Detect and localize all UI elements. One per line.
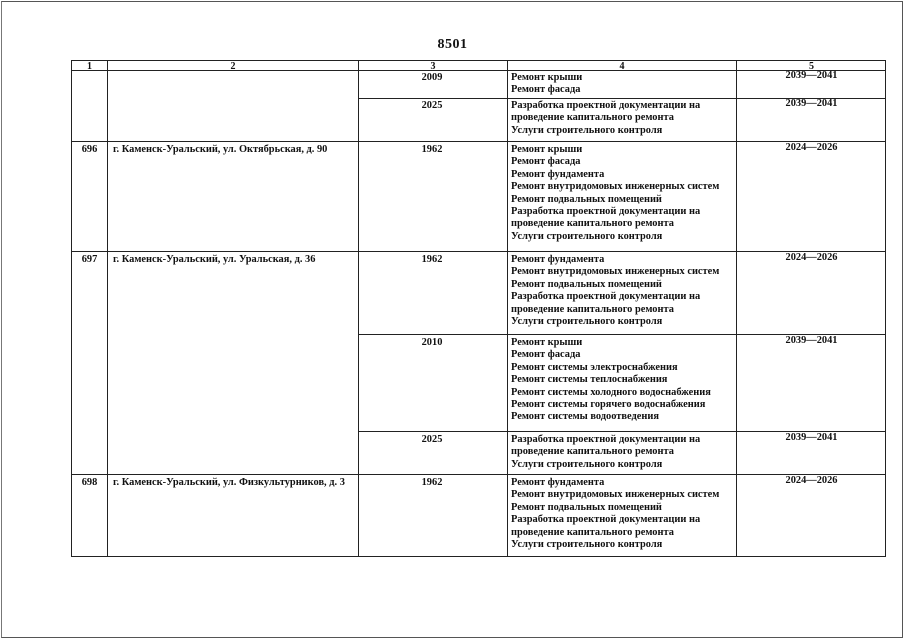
period-cell: 2039—2041 [785, 432, 838, 443]
period-cell: 2024—2026 [785, 142, 838, 153]
column-divider [507, 61, 508, 556]
year-cell: 1962 [421, 254, 443, 265]
works-cell: Ремонт крыши Ремонт фасада Ремонт фундамента Ремонт внутридомовых инженерных систем Ремонт подвальных помещений Разработка проектной документации на проведение капитального ремонта Услуги строительного контроля [511, 144, 720, 242]
period-cell: 2039—2041 [785, 98, 838, 109]
works-cell: Ремонт крыши Ремонт фасада [511, 72, 583, 96]
period-cell: 2039—2041 [785, 70, 838, 81]
row-number: 697 [81, 254, 98, 265]
works-cell: Ремонт крыши Ремонт фасада Ремонт системы электроснабжения Ремонт системы теплоснабжения Ремонт системы холодного водоснабжения Ремонт системы горячего водоснабжения Ремонт системы водоотведения [511, 337, 711, 423]
capital-repair-table [71, 60, 886, 557]
period-cell: 2039—2041 [785, 335, 838, 346]
header-col-1: 1 [87, 61, 92, 72]
address-cell: г. Каменск-Уральский, ул. Уральская, д. 36 [113, 254, 316, 265]
works-cell: Разработка проектной документации на проведение капитального ремонта Услуги строительного контроля [511, 100, 701, 136]
row-number: 696 [81, 144, 98, 155]
header-col-2: 2 [230, 61, 236, 72]
year-cell: 2010 [421, 337, 443, 348]
year-cell: 2025 [421, 434, 443, 445]
address-cell: г. Каменск-Уральский, ул. Октябрьская, д. 90 [113, 144, 328, 155]
year-cell: 2025 [421, 100, 443, 111]
works-cell: Ремонт фундамента Ремонт внутридомовых инженерных систем Ремонт подвальных помещений Разработка проектной документации на проведение капитального ремонта Услуги строительного контроля [511, 477, 720, 551]
period-cell: 2024—2026 [785, 475, 838, 486]
works-cell: Разработка проектной документации на проведение капитального ремонта Услуги строительного контроля [511, 434, 701, 470]
page-number: 8501 [437, 37, 468, 52]
header-col-3: 3 [430, 61, 436, 72]
works-cell: Ремонт фундамента Ремонт внутридомовых инженерных систем Ремонт подвальных помещений Разработка проектной документации на проведение капитального ремонта Услуги строительного контроля [511, 254, 720, 328]
address-cell: г. Каменск-Уральский, ул. Физкультурников, д. 3 [113, 477, 345, 488]
period-cell: 2024—2026 [785, 252, 838, 263]
row-number: 698 [81, 477, 98, 488]
header-col-4: 4 [619, 61, 625, 72]
year-cell: 2009 [421, 72, 443, 83]
year-cell: 1962 [421, 477, 443, 488]
year-cell: 1962 [421, 144, 443, 155]
column-divider [107, 61, 108, 556]
header-col-5: 5 [809, 61, 814, 72]
